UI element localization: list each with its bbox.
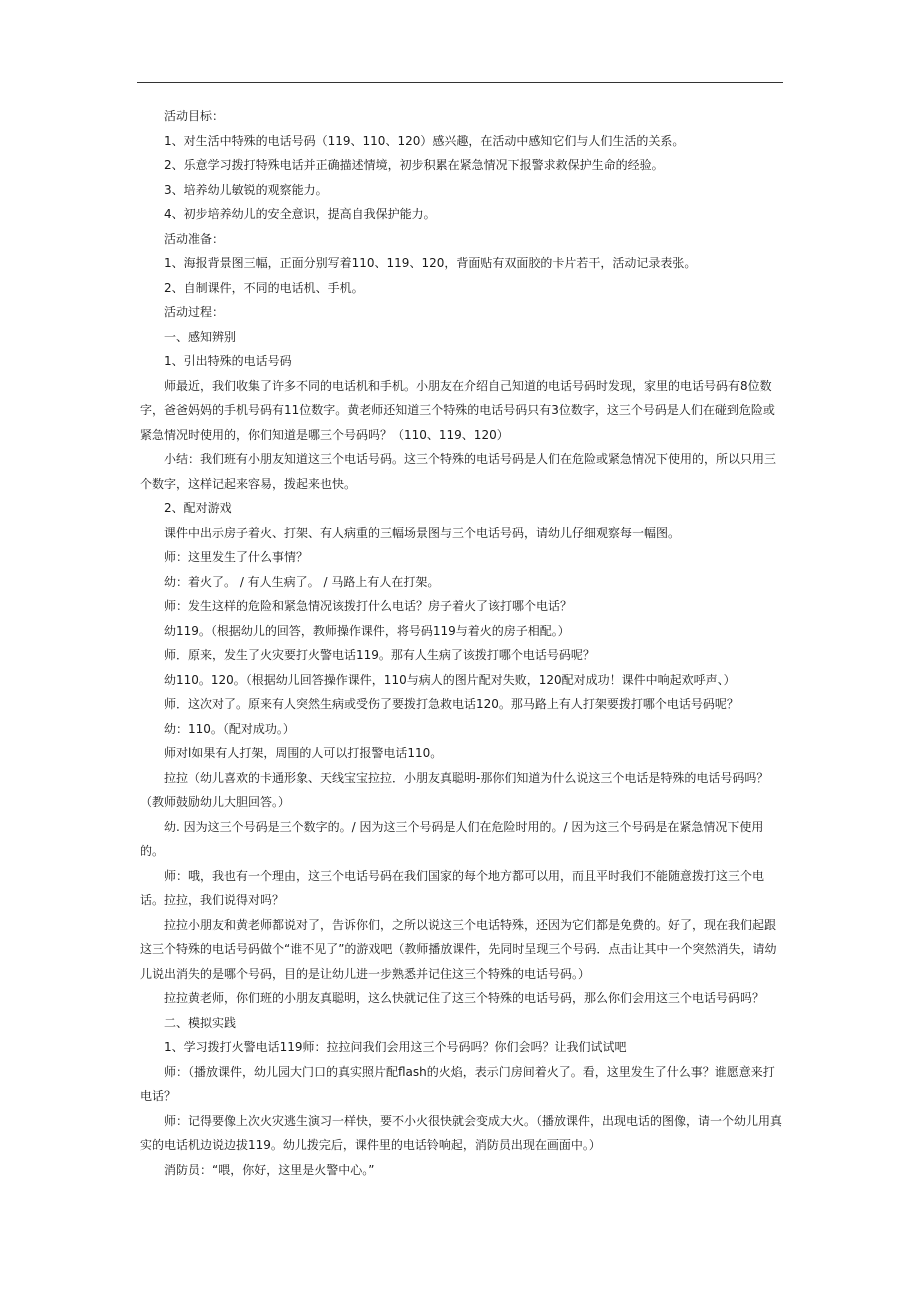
goal-item: 2、乐意学习拨打特殊电话并正确描述情境，初步积累在紧急情况下报警求救保护生命的经验。	[164, 158, 664, 172]
section-heading: 师：（播放课件，幼儿园大门口的真实照片配flash的火焰，表示门房间着火了。看，这里发生了什么事？谁愿意来打电话？	[140, 1064, 775, 1103]
paragraph: 小结：我们班有小朋友知道这三个电话号码。这三个特殊的电话号码是人们在危险或紧急情况下使用的，所以只用三个数字，这样记起来容易，拨起来也快。	[140, 452, 777, 491]
subsection-heading: 2、配对游戏	[164, 501, 232, 515]
goal-item: 4、初步培养幼儿的安全意识，提高自我保护能力。	[164, 207, 436, 221]
header-rule	[137, 82, 783, 83]
prep-item: 2、自制课件，不同的电话机、手机。	[164, 280, 364, 295]
goal-item: 3、培养幼儿敏锐的观察能力。	[164, 182, 328, 197]
paragraph: 课件中出示房子着火、打架、有人病重的三幅场景图与三个电话号码，请幼儿仔细观察每一幅图。	[164, 525, 681, 540]
heading-goals: 活动目标：	[164, 109, 225, 123]
dialogue-line: 幼110。120。（根据幼儿回答操作课件，110与病人的图片配对失败，120配对成功！课件中响起欢呼声、）	[164, 672, 736, 687]
dialogue-line: 幼：110。（配对成功。）	[164, 721, 295, 736]
section-heading: 一、感知辨别	[164, 329, 237, 344]
dialogue-line: 二、模拟实践	[164, 1015, 237, 1030]
dialogue-line: 幼. 因为这三个号码是三个数字的。/ 因为这三个号码是人们在危险时用的。/ 因为这三个号码是在紧急情况下使用的。	[140, 819, 764, 858]
dialogue-line: 拉拉黄老师，你们班的小朋友真聪明，这么快就记住了这三个特殊的电话号码，那么你们会用这三个电话号码吗？	[164, 991, 765, 1005]
dialogue-line: 师．这次对了。原来有人突然生病或受伤了要拨打急救电话120。那马路上有人打架要拨打哪个电话号码呢？	[164, 697, 739, 711]
dialogue-line: 师：这里发生了什么事情？	[164, 550, 309, 564]
dialogue-line: 师：发生这样的危险和紧急情况该拨打什么电话？房子着火了该打哪个电话？	[164, 599, 573, 613]
dialogue-line: 师．原来，发生了火灾要打火警电话119。那有人生病了该拨打哪个电话号码呢？	[164, 648, 595, 662]
dialogue-line: 幼：着火了。 / 有人生病了。 / 马路上有人在打架。	[164, 574, 440, 589]
heading-process: 活动过程：	[164, 305, 225, 319]
paragraph: 师最近，我们收集了许多不同的电话机和手机。小朋友在介绍自己知道的电话号码时发现，家里的电话号码有8位数字，爸爸妈妈的手机号码有11位数字。黄老师还知道三个特殊的电话号码只有3位数字，这三个号码是人们在碰到危险或紧急情况时使用的，你们知道是哪三个号码吗？（110、119、120）	[140, 378, 775, 442]
prep-item: 1、海报背景图三幅，正面分别写着110、119、120，背面贴有双面胶的卡片若干，活动记录表张。	[164, 256, 697, 270]
dialogue-line: 1、学习拨打火警电话119师：拉拉问我们会用这三个号码吗？你们会吗？让我们试试吧	[164, 1040, 627, 1054]
subsection-heading: 师：记得要像上次火灾逃生演习一样快，要不小火很快就会变成大火。（播放课件，出现电话的图像，请一个幼儿用真实的电话机边说边拔119。幼儿拨完后，课件里的电话铃响起，消防员出现在画面中。）	[140, 1113, 783, 1152]
dialogue-line: 拉拉（幼儿喜欢的卡通形象、天线宝宝拉拉．小朋友真聪明-那你们知道为什么说这三个电话是特殊的电话号码吗？（教师鼓励幼儿大胆回答。）	[140, 770, 769, 809]
dialogue-line: 拉拉小朋友和黄老师都说对了，告诉你们，之所以说这三个电话特殊，还因为它们都是免费的。好了，现在我们起跟这三个特殊的电话号码做个“谁不见了”的游戏吧（教师播放课件，先同时呈现三个号码．点击让其中一个突然消失，请幼儿说出消失的是哪个号码，目的是让幼儿进一步熟悉并记住这三个特殊的电话号码。）	[140, 917, 777, 981]
subsection-heading: 1、引出特殊的电话号码	[164, 354, 292, 368]
dialogue-line: 幼119。（根据幼儿的回答，教师操作课件，将号码119与着火的房子相配。）	[164, 623, 570, 638]
dialogue-line: 消防员：“喂，你好，这里是火警中心。”	[164, 1162, 375, 1177]
dialogue-line: 师对l如果有人打架，周围的人可以打报警电话110。	[164, 746, 443, 760]
goal-item: 1、对生活中特殊的电话号码（119、110、120）感兴趣，在活动中感知它们与人们生活的关系。	[164, 133, 685, 148]
heading-preparation: 活动准备：	[164, 231, 225, 246]
document-body	[140, 104, 785, 1182]
dialogue-line: 师：哦，我也有一个理由，这三个电话号码在我们国家的每个地方都可以用，而且平时我们不能随意拨打这三个电话。拉拉，我们说得对吗？	[140, 868, 765, 907]
